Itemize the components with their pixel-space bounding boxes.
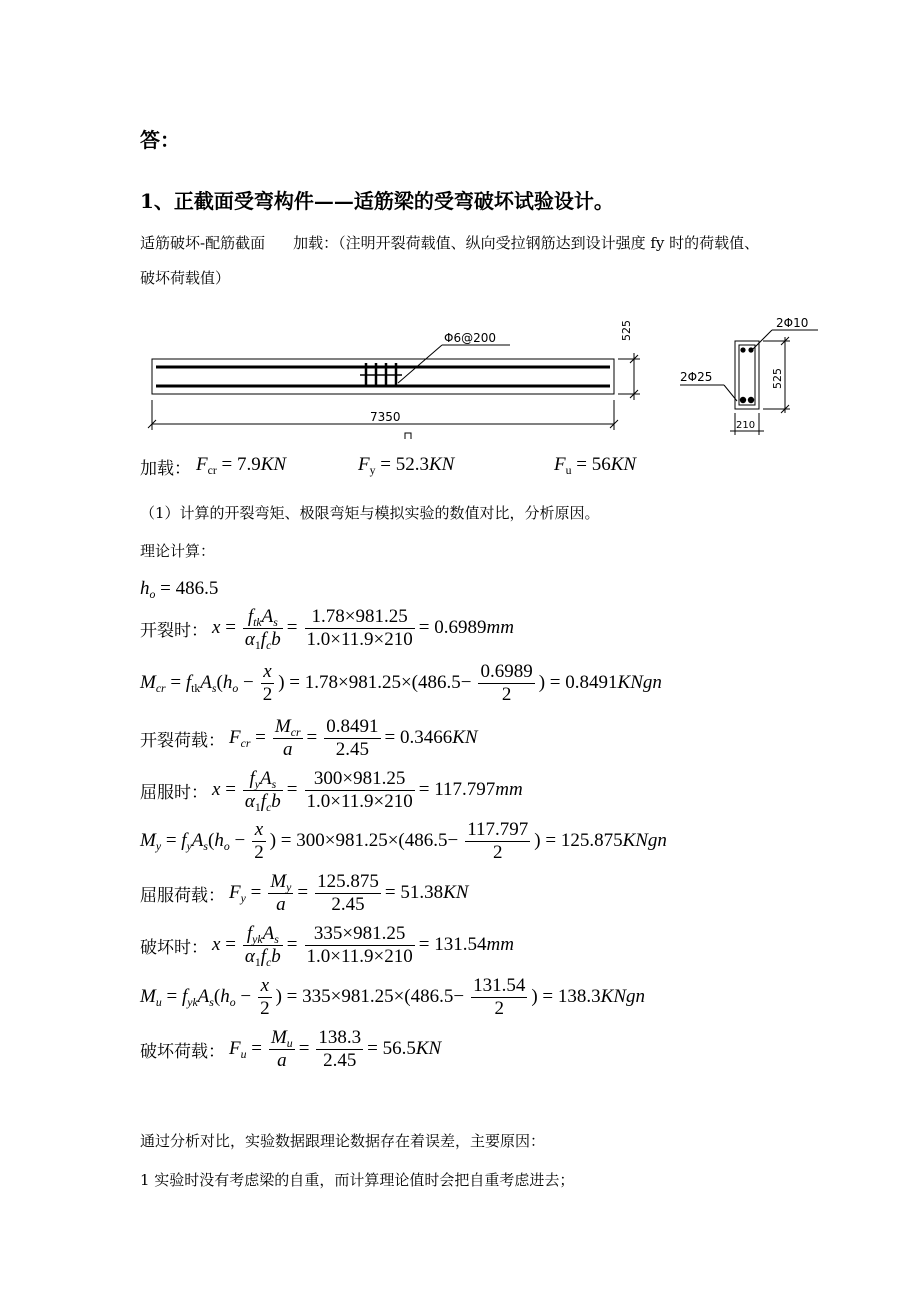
eq-yield-moment: $M_y = f_yA_s(h_o$ − $\frac{x}{2}$ ) = 300×981.25×(486.5− $\frac{117.797}{2}$ ) = 125.875KNgn <box>140 819 667 863</box>
loads-prefix: 加载： <box>140 459 191 479</box>
unit-mm-3: mm <box>486 934 514 955</box>
eq-h0: $h_o = 486.5$ <box>140 578 219 602</box>
eq-cracking-x: 开裂时： x = $\frac{f_{tk}A_s}{\alpha_1f_cb}$ = $\frac{1.78\times 981.25}{1.0\times 11.9\times 210}$ = 0.6989mm <box>140 606 514 652</box>
unit-knm-3: KNgn <box>600 986 645 1007</box>
as-value-4: 981.25 <box>353 923 406 945</box>
yield-load-den: 2.45 <box>331 893 365 915</box>
unit-kn-2: KN <box>443 882 469 903</box>
unit-kn-3: KN <box>415 1038 442 1059</box>
eq-failure-moment: $M_u = f_{yk}A_s(h_o$ − $\frac{x}{2}$ ) = 335×981.25×(486.5− $\frac{131.54}{2}$ ) = 138.3KNgn <box>140 975 645 1019</box>
answer-heading: 答： <box>140 128 180 152</box>
two-3: 2 <box>494 997 504 1019</box>
load-yield-sub: y <box>369 464 376 478</box>
section-height-label: 525 <box>771 368 784 389</box>
eq-yield-load: 屈服荷载： $F_y$ = $\frac{M_y}{a}$ = $\frac{125.875}{2.45}$ = 51.38KN <box>140 871 469 915</box>
section-stirrup <box>739 345 755 405</box>
cracking-load-den: 2.45 <box>335 738 369 760</box>
yield-load-num: 125.875 <box>317 871 379 893</box>
yield-label: 屈服时： <box>140 782 208 803</box>
intro-line-1 <box>140 232 759 253</box>
failure-load-label: 破坏荷载： <box>140 1041 225 1062</box>
load-yield-unit: KN <box>428 454 455 475</box>
two-2: 2 <box>492 841 503 863</box>
eq-cracking-load: 开裂荷载： $F_{cr}$ = $\frac{M_{cr}}{a}$ = $\frac{0.8491}{2.45}$ = 0.3466KN <box>140 716 478 760</box>
load-cracking: $F_{cr} = 7.9KN$ <box>196 454 287 478</box>
eq-yield-x: 屈服时： x = $\frac{f_yA_s}{\alpha_1f_cb}$ = $\frac{300\times 981.25}{1.0\times 11.9\times 210}$ = 117.797mm <box>140 768 523 814</box>
beam-outline <box>152 359 614 394</box>
failure-stress-2: 335 <box>302 986 331 1007</box>
load-cracking-value: 7.9 <box>236 454 261 475</box>
question-1: （1）计算的开裂弯矩、极限弯矩与模拟实验的数值对比，分析原因。 <box>140 504 600 522</box>
h0-minus-1: 486.5− <box>404 830 459 851</box>
unit-mm-1: mm <box>486 617 514 638</box>
failure-load-den: 2.45 <box>323 1049 357 1071</box>
failure-moment-value: 138.3 <box>557 986 601 1007</box>
eq-failure-load: 破坏荷载： $F_u$ = $\frac{M_u}{a}$ = $\frac{138.3}{2.45}$ = 56.5KN <box>140 1027 442 1071</box>
cracking-moment-value: 0.8491 <box>565 672 618 693</box>
stirrup-label: Φ6@200 <box>444 331 496 345</box>
eq-failure-x: 破坏时： x = $\frac{f_{yk}A_s}{\alpha_1f_cb}$ = $\frac{335\times 981.25}{1.0\times 11.9\times 210}$ = 131.54mm <box>140 923 514 969</box>
load-ultimate-value: 56 <box>591 454 611 475</box>
top-bars-label: 2Φ10 <box>776 316 809 330</box>
intro-part2: 加载：（注明开裂荷载值、纵向受拉钢筋达到设计强度 fy 时的荷载值、 <box>293 234 760 252</box>
load-cracking-unit: KN <box>260 454 287 475</box>
failure-label: 破坏时： <box>140 937 208 958</box>
unit-kn-1: KN <box>452 727 478 748</box>
unit-knm-1: KNgn <box>617 672 662 693</box>
theory-label: 理论计算： <box>140 542 216 560</box>
analysis-intro: 通过分析对比，实验数据跟理论数据存在着误差，主要原因： <box>140 1132 546 1150</box>
unit-mm-2: mm <box>495 779 523 800</box>
yield-load-label: 屈服荷载： <box>140 885 225 906</box>
denominator-3: 1.0×11.9×210 <box>306 945 413 967</box>
failure-load-num: 138.3 <box>318 1027 362 1049</box>
bottom-bars-label: 2Φ25 <box>680 370 713 384</box>
beam-height-label: 525 <box>620 320 633 341</box>
failure-x-frac: 131.54 <box>473 975 526 997</box>
h0-value: 486.5 <box>175 578 219 599</box>
ftk-value: 1.78 <box>311 606 345 628</box>
load-yield: $F_y = 52.3KN$ <box>358 454 455 478</box>
failure-stress: 335 <box>313 923 343 945</box>
cracking-load-label: 开裂荷载： <box>140 730 225 751</box>
as-value-5: 981.25 <box>341 986 394 1007</box>
cracking-label: 开裂时： <box>140 620 208 641</box>
section-width-label: 210 <box>736 420 756 431</box>
as-value-2: 981.25 <box>353 768 406 790</box>
h0-minus-2: 486.5− <box>410 986 465 1007</box>
failure-load-value: 56.5 <box>382 1038 416 1059</box>
cracking-x-frac: 0.6989 <box>480 661 533 683</box>
span-label: 7350 <box>370 410 401 424</box>
cracking-load-value: 0.3466 <box>399 727 453 748</box>
yield-stress-2: 300 <box>296 830 325 851</box>
failure-x-value: 131.54 <box>434 934 487 955</box>
top-bars-leader <box>753 330 772 349</box>
denominator-1: 1.0×11.9×210 <box>306 628 413 650</box>
load-ultimate: $F_u = 56KN$ <box>554 454 637 478</box>
yield-stress: 300 <box>313 768 343 790</box>
yield-x-frac: 117.797 <box>467 819 529 841</box>
denominator-2: 1.0×11.9×210 <box>306 790 413 812</box>
as-value-3: 981.25 <box>335 830 388 851</box>
unit-knm-2: KNgn <box>622 830 667 851</box>
intro-part1: 适筋破坏-配筋截面 <box>140 234 266 252</box>
yield-x-value: 117.797 <box>434 779 496 800</box>
section-bars <box>740 347 754 403</box>
load-cracking-sub: cr <box>207 464 217 478</box>
load-ultimate-unit: KN <box>610 454 637 475</box>
cracking-moment-values: 1.78×981.25×(486.5− <box>304 672 472 693</box>
beam-drawing <box>140 305 820 445</box>
loads-row <box>140 454 191 479</box>
intro-line-2: 破坏荷载值） <box>140 269 231 287</box>
cracking-x-value: 0.6989 <box>434 617 487 638</box>
load-yield-value: 52.3 <box>395 454 429 475</box>
stirrup-leader-line <box>398 345 442 383</box>
load-ultimate-sub: u <box>565 464 572 478</box>
yield-moment-value: 125.875 <box>560 830 623 851</box>
yield-load-value: 51.38 <box>400 882 444 903</box>
section-title: 1、正截面受弯构件——适筋梁的受弯破坏试验设计。 <box>140 189 614 213</box>
two-1: 2 <box>501 683 512 705</box>
as-value-1: 981.25 <box>355 606 408 628</box>
eq-cracking-moment: $M_{cr} = f_{tk}A_s(h_o$ − $\frac{x}{2}$ ) = 1.78×981.25×(486.5− $\frac{0.6989}{2}$ ) = 0.8491KNgn <box>140 661 662 705</box>
cracking-load-num: 0.8491 <box>326 716 379 738</box>
reason-1: 1 实验时没有考虑梁的自重，而计算理论值时会把自重考虑进去； <box>140 1171 575 1189</box>
